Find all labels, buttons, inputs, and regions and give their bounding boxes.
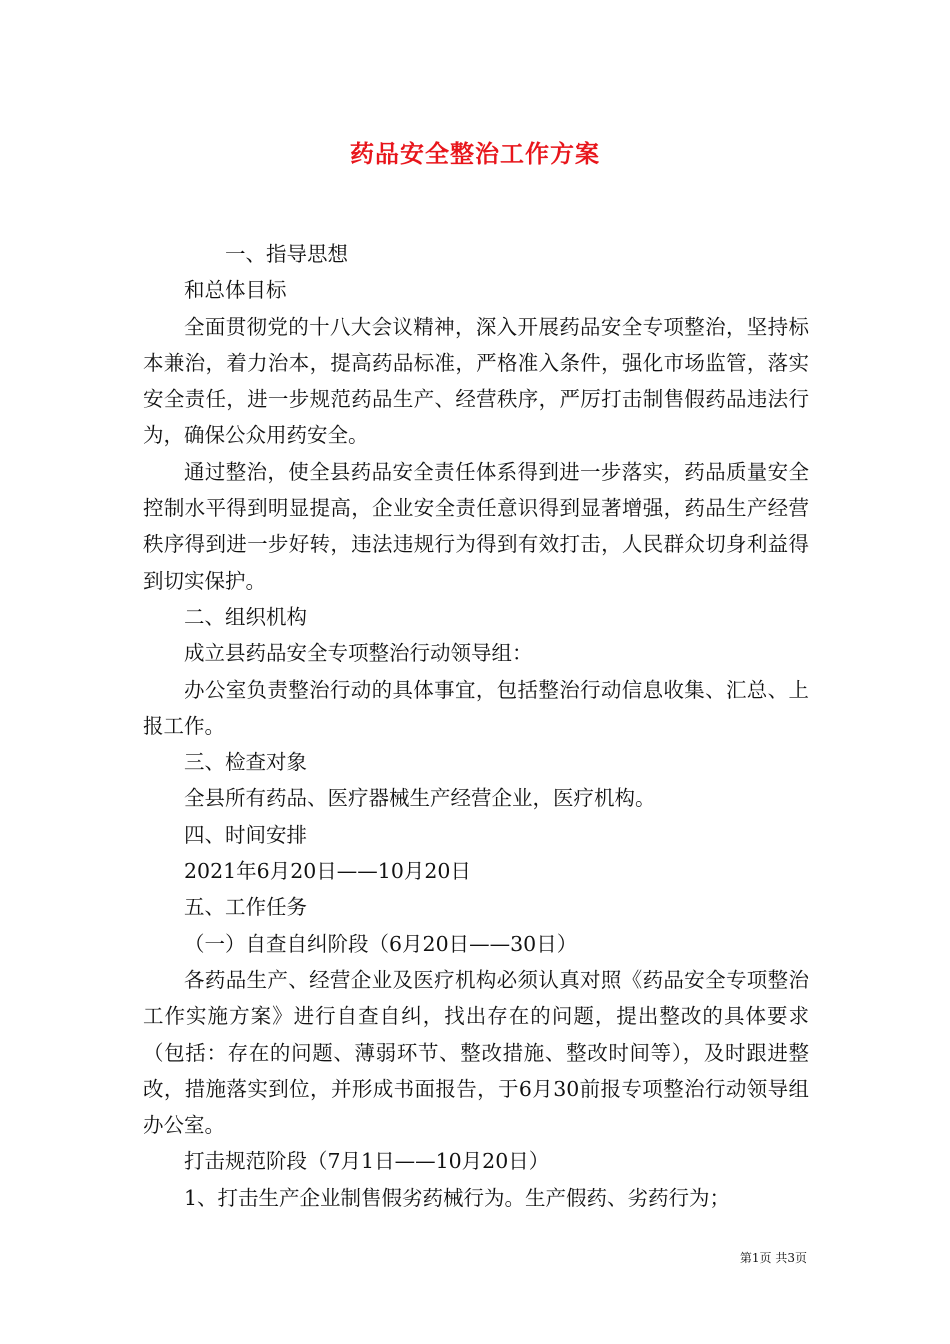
subheading-self-check-stage: （一）自查自纠阶段（6月20日——30日） xyxy=(184,931,578,956)
paragraph-office-duties: 办公室负责整治行动的具体事宜，包括整治行动信息收集、汇总、上报工作。 xyxy=(143,677,809,738)
section-heading-tasks: 五、工作任务 xyxy=(184,895,307,920)
section-heading-inspection-targets: 三、检查对象 xyxy=(184,750,307,775)
section-heading-schedule: 四、时间安排 xyxy=(184,822,307,847)
paragraph-crackdown-item-1: 1、打击生产企业制售假劣药械行为。生产假药、劣药行为； xyxy=(184,1185,731,1210)
paragraph-leading-group: 成立县药品安全专项整治行动领导组： xyxy=(184,641,533,666)
section-heading-guiding-ideology: 一、指导思想 xyxy=(225,242,348,266)
paragraph-self-check-stage: 各药品生产、经营企业及医疗机构必须认真对照《药品安全专项整治工作实施方案》进行自查自纠，找出存在的问题，提出整改的具体要求（包括：存在的问题、薄弱环节、整改措施、整改时间等），及时跟进整改，措施落实到位，并形成书面报告，于6月30前报专项整治行动领导组办公室。 xyxy=(143,967,809,1138)
paragraph-overall-goal: 通过整治，使全县药品安全责任体系得到进一步落实，药品质量安全控制水平得到明显提高，企业安全责任意识得到显著增强，药品生产经营秩序得到进一步好转，违法违规行为得到有效打击，人民群众切身利益得到切实保护。 xyxy=(143,459,809,593)
document-body xyxy=(143,236,809,1216)
paragraph-schedule: 2021年6月20日——10月20日 xyxy=(184,859,471,884)
paragraph-inspection-targets: 全县所有药品、医疗器械生产经营企业，医疗机构。 xyxy=(184,786,656,811)
document-title: 药品安全整治工作方案 xyxy=(350,139,600,168)
subheading-crackdown-stage: 打击规范阶段（7月1日——10月20日） xyxy=(184,1149,550,1174)
section-heading-overall-goal: 和总体目标 xyxy=(184,278,287,303)
section-heading-organization: 二、组织机构 xyxy=(184,604,307,629)
page-number-footer: 第1页 共3页 xyxy=(739,1251,807,1265)
paragraph-guiding-ideology: 全面贯彻党的十八大会议精神，深入开展药品安全专项整治，坚持标本兼治，着力治本，提高药品标准，严格准入条件，强化市场监管，落实安全责任，进一步规范药品生产、经营秩序，严厉打击制售假药品违法行为，确保公众用药安全。 xyxy=(143,314,809,448)
